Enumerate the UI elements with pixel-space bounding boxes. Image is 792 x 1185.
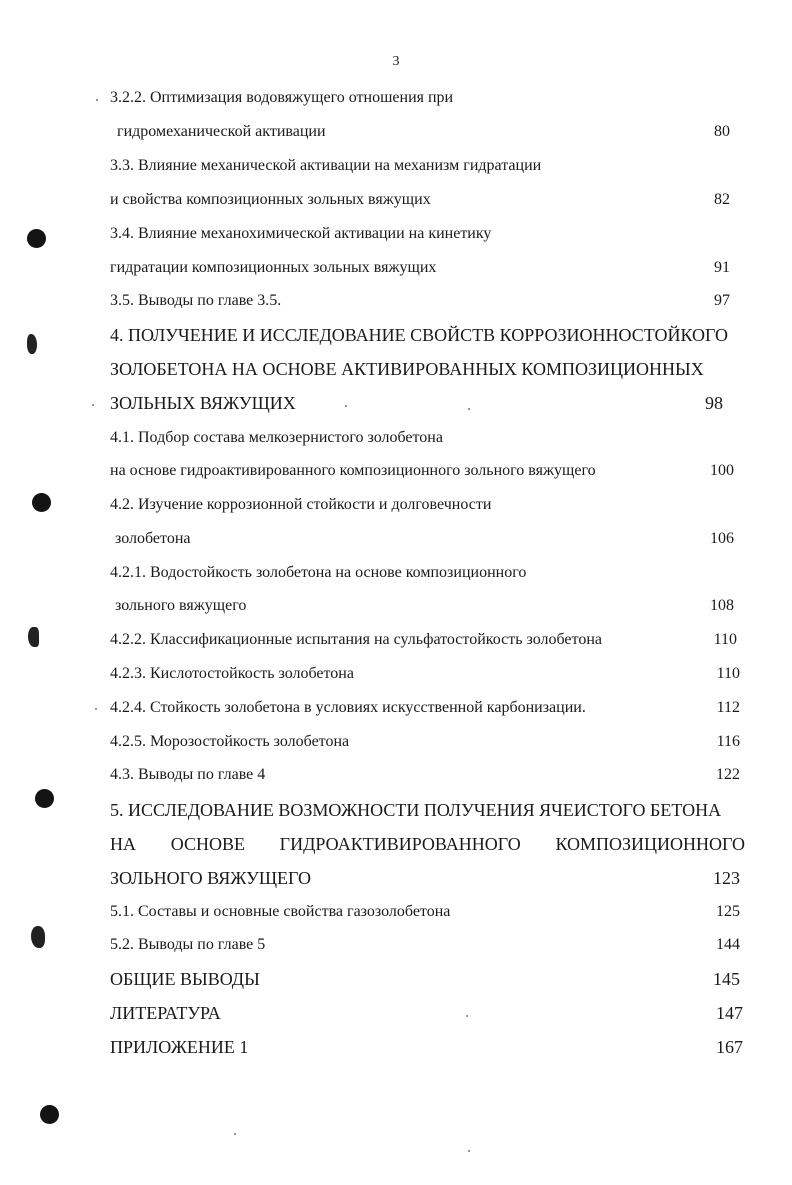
toc-entry-text: 5.2. Выводы по главе 5 bbox=[110, 936, 266, 953]
toc-entry bbox=[0, 290, 792, 314]
toc-entry-page: 112 bbox=[716, 699, 740, 716]
toc-word: ОСНОВЕ bbox=[170, 834, 245, 854]
toc-entry-text: 3.2.2. Оптимизация водовяжущего отношения при bbox=[110, 89, 454, 106]
toc-entry-justified bbox=[110, 832, 745, 856]
toc-entry-text: ПРИЛОЖЕНИЕ 1 bbox=[110, 1037, 249, 1057]
toc-entry-text: на основе гидроактивированного композиционного зольного вяжущего bbox=[110, 462, 596, 479]
toc-entry bbox=[0, 323, 792, 347]
toc-entry-text: ЗОЛЬНЫХ ВЯЖУЩИХ bbox=[110, 393, 296, 413]
toc-entry-page: 110 bbox=[716, 665, 740, 682]
toc-word: НА bbox=[110, 834, 136, 854]
toc-entry bbox=[0, 121, 792, 145]
toc-entry-text: 3.3. Влияние механической активации на механизм гидратации bbox=[110, 157, 542, 174]
toc-word: ГИДРОАКТИВИРОВАННОГО bbox=[279, 834, 521, 854]
toc-entry bbox=[0, 1001, 792, 1025]
toc-entry-page: 167 bbox=[716, 1037, 743, 1057]
toc-entry-text: 4.2.3. Кислотостойкость золобетона bbox=[110, 665, 354, 682]
toc-entry-text: 3.5. Выводы по главе 3.5. bbox=[110, 292, 282, 309]
toc-entry bbox=[0, 663, 792, 687]
toc-entry-text: 4. ПОЛУЧЕНИЕ И ИССЛЕДОВАНИЕ СВОЙСТВ КОРРОЗИОННОСТОЙКОГО bbox=[110, 325, 728, 345]
toc-entry-text: 4.2.2. Классификационные испытания на сульфатостойкость золобетона bbox=[110, 631, 602, 648]
toc-entry bbox=[0, 494, 792, 518]
toc-entry-text: гидромеханической активации bbox=[117, 123, 326, 140]
toc-entry bbox=[0, 460, 792, 484]
toc-entry bbox=[0, 528, 792, 552]
toc-entry bbox=[0, 731, 792, 755]
toc-entry bbox=[0, 595, 792, 619]
toc-entry bbox=[0, 562, 792, 586]
scan-speck bbox=[234, 1133, 236, 1135]
toc-entry-text: ОБЩИЕ ВЫВОДЫ bbox=[110, 969, 260, 989]
toc-entry-page: 110 bbox=[713, 631, 737, 648]
toc-entry bbox=[0, 934, 792, 958]
toc-entry-text: 4.1. Подбор состава мелкозернистого золобетона bbox=[110, 429, 443, 446]
toc-entry-page: 82 bbox=[714, 191, 730, 208]
toc-entry-text: 5. ИССЛЕДОВАНИЕ ВОЗМОЖНОСТИ ПОЛУЧЕНИЯ ЯЧЕИСТОГО БЕТОНА bbox=[110, 800, 722, 820]
toc-entry-text: 4.2.4. Стойкость золобетона в условиях искусственной карбонизации. bbox=[110, 699, 586, 716]
toc-entry-text: 4.2. Изучение коррозионной стойкости и долговечности bbox=[110, 496, 492, 513]
toc-entry bbox=[0, 223, 792, 247]
toc-entry-text: 5.1. Составы и основные свойства газозолобетона bbox=[110, 903, 451, 920]
toc-entry-text: 4.2.5. Морозостойкость золобетона bbox=[110, 733, 350, 750]
toc-entry-page: 123 bbox=[713, 868, 740, 888]
toc-entry-text: ЛИТЕРАТУРА bbox=[110, 1003, 221, 1023]
toc-entry-text: ЗОЛЬНОГО ВЯЖУЩЕГО bbox=[110, 868, 311, 888]
page-number: 3 bbox=[392, 54, 400, 69]
toc-word: КОМПОЗИЦИОННОГО bbox=[555, 834, 745, 854]
binder-hole bbox=[40, 1105, 59, 1124]
toc-entry-page: 108 bbox=[710, 597, 734, 614]
toc-entry-text: 3.4. Влияние механохимической активации на кинетику bbox=[110, 225, 492, 242]
toc-entry-text: 4.2.1. Водостойкость золобетона на основе композиционного bbox=[110, 564, 527, 581]
toc-entry-page: 91 bbox=[714, 259, 730, 276]
toc-entry bbox=[0, 866, 792, 890]
toc-entry bbox=[0, 697, 792, 721]
toc-entry-text: и свойства композиционных зольных вяжущих bbox=[110, 191, 431, 208]
toc-entry-page: 122 bbox=[716, 766, 740, 783]
toc-entry-page: 145 bbox=[713, 969, 740, 989]
toc-entry-page: 147 bbox=[716, 1003, 743, 1023]
toc-entry-page: 144 bbox=[716, 936, 740, 953]
toc-entry-text: ЗОЛОБЕТОНА НА ОСНОВЕ АКТИВИРОВАННЫХ КОМПОЗИЦИОННЫХ bbox=[110, 359, 704, 379]
toc-entry-page: 80 bbox=[714, 123, 730, 140]
toc-entry bbox=[0, 798, 792, 822]
toc-entry-text: гидратации композиционных зольных вяжущих bbox=[110, 259, 437, 276]
toc-entry-text: золобетона bbox=[115, 530, 191, 547]
toc-entry-text: 4.3. Выводы по главе 4 bbox=[110, 766, 266, 783]
toc-entry-page: 100 bbox=[710, 462, 734, 479]
toc-entry bbox=[0, 189, 792, 213]
toc-entry bbox=[0, 629, 792, 653]
toc-entry bbox=[0, 764, 792, 788]
toc-entry bbox=[0, 155, 792, 179]
toc-entry-text: зольного вяжущего bbox=[115, 597, 247, 614]
toc-entry bbox=[0, 901, 792, 925]
toc-entry bbox=[0, 357, 792, 381]
toc-entry bbox=[0, 1035, 792, 1059]
toc-entry bbox=[0, 87, 792, 111]
toc-entry bbox=[0, 391, 792, 415]
toc-entry-page: 125 bbox=[716, 903, 740, 920]
toc-entry-page: 98 bbox=[705, 393, 723, 413]
scan-speck bbox=[468, 1150, 470, 1152]
toc-entry-page: 106 bbox=[710, 530, 734, 547]
toc-entry bbox=[0, 967, 792, 991]
toc-entry bbox=[0, 427, 792, 451]
toc-entry-page: 116 bbox=[716, 733, 740, 750]
toc-entry-page: 97 bbox=[714, 292, 730, 309]
toc-entry bbox=[0, 257, 792, 281]
